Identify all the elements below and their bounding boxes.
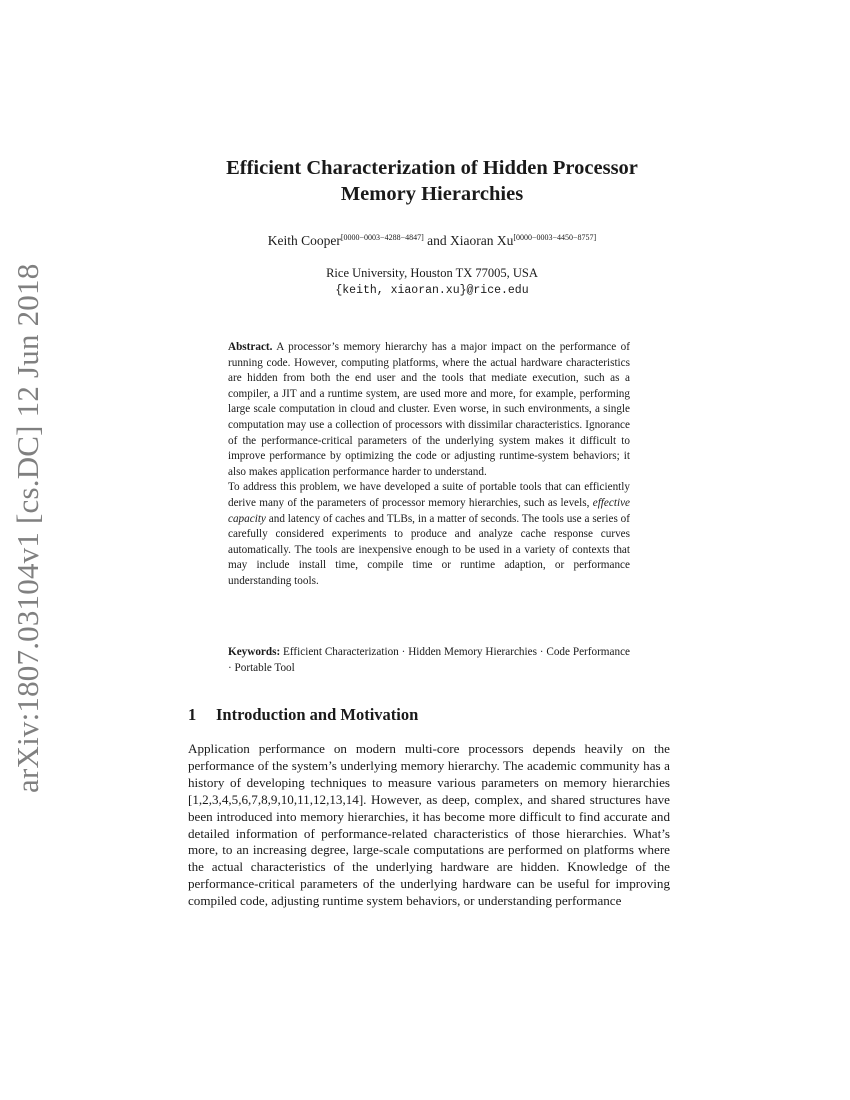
institution: Rice University, Houston TX 77005, USA (326, 266, 538, 280)
abstract-emphasis: effective capacity (228, 496, 630, 525)
keywords-text: Efficient Characterization · Hidden Memory Hierarchies · Code Performance · Portable Tool (228, 646, 630, 674)
paper-title (150, 155, 714, 207)
keywords-label: Keywords: (228, 646, 281, 658)
abstract (228, 340, 630, 590)
abstract-paragraph-2 (228, 480, 630, 589)
section-body (188, 741, 670, 910)
abstract-text-2a: To address this problem, we have developed a suite of portable tools that can efficiently derive many of the parameters of processor memory hierarchies, such as levels, (228, 481, 630, 509)
section-heading (188, 705, 668, 725)
body-paragraph: Application performance on modern multi-core processors depends heavily on the performance of the system’s underlying memory hierarchy. The academic community has a history of developing techniques to measure various parameters on memory hierarchies [1,2,3,4,5,6,7,8,9,10,11,12,13,14]. However, as deep, complex, and shared structures have been introduced into memory hierarchies, it has become more difficult to find accurate and detailed information of performance-related characteristics of those hierarchies. What’s more, to an increasing degree, large-scale computations are performed on platforms where the actual characteristics of the underlying hardware are hidden. Knowledge of the performance-critical parameters of the underlying hardware can be useful for improving compiled code, adjusting runtime system behaviors, or understanding performance (188, 741, 670, 909)
author-list (150, 233, 714, 249)
author-conjunction: and (423, 233, 450, 248)
author-orcid-1: [0000−0003−4288−4847] (340, 233, 424, 242)
section-title: Introduction and Motivation (216, 705, 419, 724)
abstract-label: Abstract. (228, 341, 273, 353)
section-number: 1 (188, 705, 197, 724)
author-emails: {keith, xiaoran.xu}@rice.edu (335, 284, 529, 297)
author-name-2: Xiaoran Xu (450, 233, 514, 248)
abstract-text-2b: and latency of caches and TLBs, in a matter of seconds. The tools use a series of carefully considered experiments to produce and analyze cache response curves automatically. The tools are inexpensive enough to be used in a variety of contexts that may include install time, compile time or runtime adaption, or performance understanding tools. (228, 512, 630, 587)
affiliation-block (150, 265, 714, 299)
title-line-2: Memory Hierarchies (340, 183, 524, 205)
arxiv-identifier: arXiv:1807.03104v1 [cs.DC] 12 Jun 2018 (10, 263, 45, 793)
author-orcid-2: [0000−0003−4450−8757] (513, 233, 597, 242)
abstract-text-1: A processor’s memory hierarchy has a major impact on the performance of running code. However, computing platforms, where the actual hardware characteristics are hidden from both the end user and the tools that mediate execution, such as a compiler, a JIT and a runtime system, are used more and more, for example, performing large scale computation in cloud and cluster. Even worse, in such environments, a single computation may use a collection of processors with dissimilar characteristics. Ignorance of the performance-critical parameters of the underlying system makes it difficult to improve performance by optimizing the code or adjusting runtime-system behaviors; it also makes application performance harder to understand. (228, 341, 630, 478)
title-line-1: Efficient Characterization of Hidden Processor (226, 157, 638, 179)
keywords (228, 645, 630, 676)
abstract-paragraph-1 (228, 340, 630, 480)
author-name-1: Keith Cooper (267, 233, 341, 248)
